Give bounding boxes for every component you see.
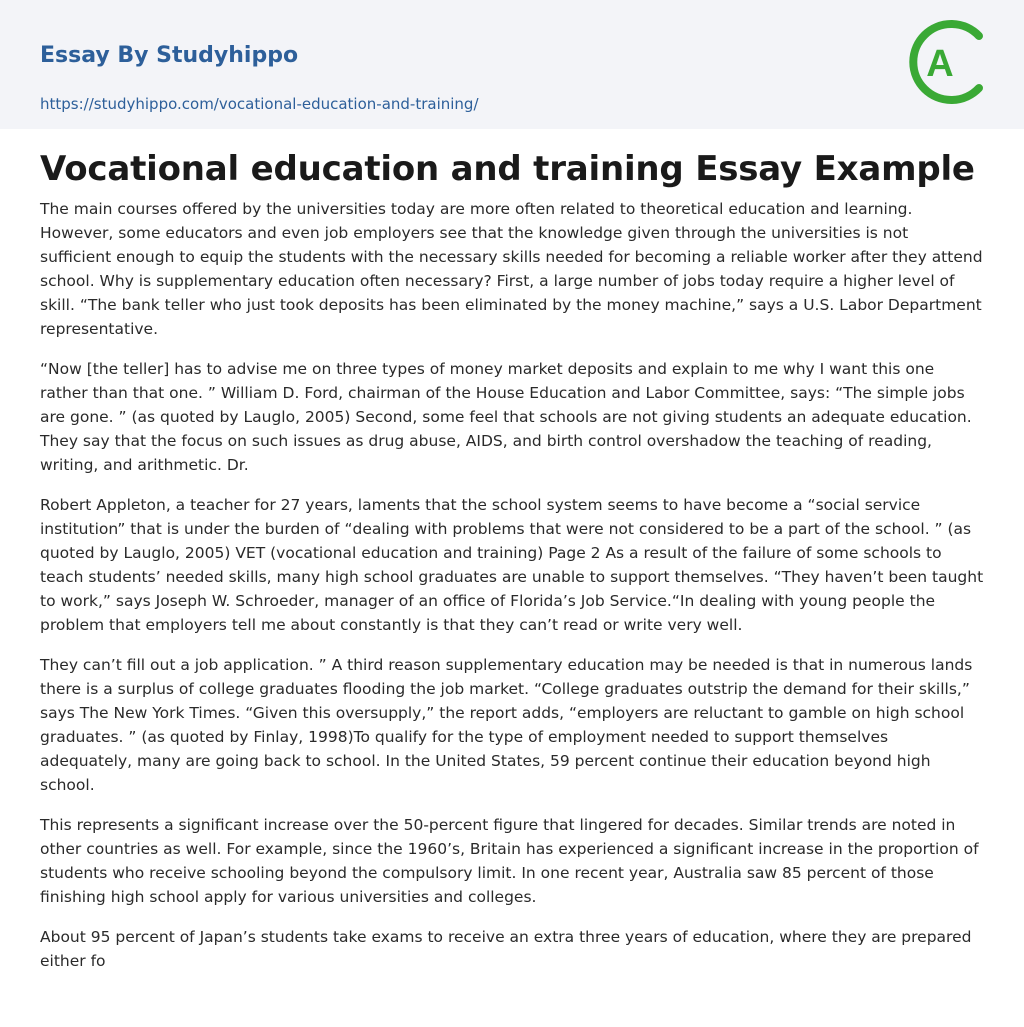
studyhippo-logo-icon[interactable] <box>906 16 990 108</box>
page-title: Vocational education and training Essay Example <box>40 149 975 189</box>
article-paragraph: Robert Appleton, a teacher for 27 years, laments that the school system seems to have become a “social service institution” that is under the burden of “dealing with problems that were not considered to be a part of the school. ” (as quoted by Lauglo, 2005) VET (vocational education and training) Page 2 As a result of the failure of some schools to teach students’ needed skills, many high school graduates are unable to support themselves. “They haven’t been taught to work,” says Joseph W. Schroeder, manager of an office of Florida’s Job Service.“In dealing with young people the problem that employers tell me about constantly is that they can’t read or write very well. <box>40 496 984 634</box>
article-paragraph: The main courses offered by the universities today are more often related to theoretical education and learning. However, some educators and even job employers see that the knowledge given through the universities is not sufficient enough to equip the students with the necessary skills needed for becoming a reliable worker after they attend school. Why is supplementary education often necessary? First, a large number of jobs today require a higher level of skill. “The bank teller who just took deposits has been eliminated by the money machine,” says a U.S. Labor Department representative. <box>40 200 983 338</box>
site-header <box>0 0 1024 129</box>
site-brand[interactable]: Essay By Studyhippo <box>40 43 299 68</box>
article-paragraph: They can’t fill out a job application. ” A third reason supplementary education may be needed is that in numerous lands there is a surplus of college graduates flooding the job market. “College graduates outstrip the demand for their skills,” says The New York Times. “Given this oversupply,” the report adds, “employers are reluctant to gamble on high school graduates. ” (as quoted by Finlay, 1998)To qualify for the type of employment needed to support themselves adequately, many are going back to school. In the United States, 59 percent continue their education beyond high school. <box>40 656 973 794</box>
logo-letter: A <box>926 43 954 85</box>
article-paragraph: This represents a significant increase over the 50-percent figure that lingered for decades. Similar trends are noted in other countries as well. For example, since the 1960’s, Britain has experienced a significant increase in the proportion of students who receive schooling beyond the compulsory limit. In one recent year, Australia saw 85 percent of those finishing high school apply for various universities and colleges. <box>40 816 979 906</box>
article-paragraph: “Now [the teller] has to advise me on three types of money market deposits and explain to me why I want this one rather than that one. ” William D. Ford, chairman of the House Education and Labor Committee, says: “The simple jobs are gone. ” (as quoted by Lauglo, 2005) Second, some feel that schools are not giving students an adequate education. They say that the focus on such issues as drug abuse, AIDS, and birth control overshadow the teaching of reading, writing, and arithmetic. Dr. <box>40 360 972 474</box>
page-url-link[interactable]: https://studyhippo.com/vocational-education-and-training/ <box>40 95 479 113</box>
article-paragraph: About 95 percent of Japan’s students take exams to receive an extra three years of education, where they are prepared either fo <box>40 928 972 970</box>
article-body <box>0 129 1024 973</box>
